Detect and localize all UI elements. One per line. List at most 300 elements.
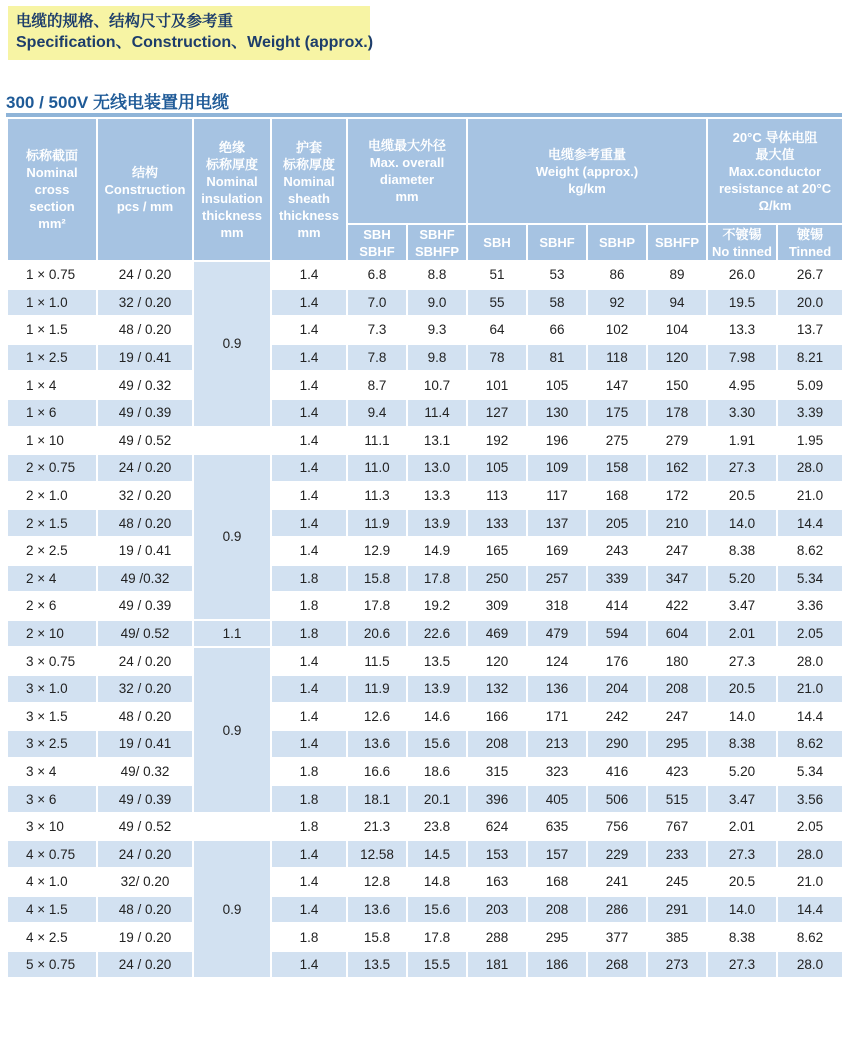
table-row xyxy=(7,537,843,565)
cell-section: 3 × 10 xyxy=(7,813,97,841)
cell-sheath: 1.8 xyxy=(271,785,347,813)
header-line: Nominal xyxy=(283,173,335,189)
cell-weight-sbhp: 339 xyxy=(587,565,647,593)
table-row xyxy=(7,896,843,924)
cell-diameter-a: 7.3 xyxy=(347,316,407,344)
cell-section: 3 × 1.5 xyxy=(7,703,97,731)
cell-weight-sbh: 78 xyxy=(467,344,527,372)
spec-table xyxy=(6,117,844,979)
header-section xyxy=(7,118,97,261)
cell-weight-sbh: 192 xyxy=(467,427,527,455)
cell-weight-sbhf: 196 xyxy=(527,427,587,455)
cell-sheath: 1.4 xyxy=(271,675,347,703)
cell-res-no-tinned: 14.0 xyxy=(707,703,777,731)
cell-weight-sbhfp: 247 xyxy=(647,537,707,565)
cell-weight-sbh: 163 xyxy=(467,868,527,896)
cell-weight-sbhfp: 208 xyxy=(647,675,707,703)
cell-diameter-a: 11.1 xyxy=(347,427,407,455)
cell-section: 1 × 0.75 xyxy=(7,261,97,289)
cell-construction: 49 / 0.39 xyxy=(97,399,193,427)
cell-insulation xyxy=(193,813,271,841)
header-line: thickness xyxy=(202,207,262,223)
table-row xyxy=(7,813,843,841)
cell-construction: 49 /0.32 xyxy=(97,565,193,593)
cell-section: 2 × 1.5 xyxy=(7,509,97,537)
cell-weight-sbhf: 109 xyxy=(527,454,587,482)
cell-weight-sbhfp: 767 xyxy=(647,813,707,841)
cell-res-tinned: 28.0 xyxy=(777,840,843,868)
cell-res-no-tinned: 3.47 xyxy=(707,592,777,620)
cell-sheath: 1.4 xyxy=(271,840,347,868)
cell-res-tinned: 28.0 xyxy=(777,951,843,979)
title-chinese: 电缆的规格、结构尺寸及参考重 xyxy=(16,13,234,30)
cell-res-no-tinned: 2.01 xyxy=(707,620,777,648)
cell-diameter-a: 11.9 xyxy=(347,675,407,703)
cell-diameter-a: 18.1 xyxy=(347,785,407,813)
section-title-box xyxy=(8,6,374,60)
cell-construction: 32 / 0.20 xyxy=(97,482,193,510)
cell-res-tinned: 20.0 xyxy=(777,289,843,317)
cell-weight-sbhf: 186 xyxy=(527,951,587,979)
cell-sheath: 1.4 xyxy=(271,482,347,510)
cell-res-no-tinned: 27.3 xyxy=(707,840,777,868)
cell-weight-sbhf: 213 xyxy=(527,730,587,758)
cell-weight-sbhfp: 422 xyxy=(647,592,707,620)
table-header xyxy=(7,118,843,261)
cell-res-tinned: 21.0 xyxy=(777,482,843,510)
header-resistance-tinned xyxy=(777,224,843,261)
header-line: resistance at 20°C xyxy=(718,180,832,196)
cell-weight-sbhf: 136 xyxy=(527,675,587,703)
cell-diameter-a: 11.5 xyxy=(347,647,407,675)
cell-res-tinned: 8.21 xyxy=(777,344,843,372)
cell-sheath: 1.4 xyxy=(271,509,347,537)
cell-res-tinned: 1.95 xyxy=(777,427,843,455)
header-line: Ω/km xyxy=(758,197,792,213)
header-line: mm² xyxy=(38,216,66,231)
cell-weight-sbhfp: 295 xyxy=(647,730,707,758)
cell-res-no-tinned: 20.5 xyxy=(707,868,777,896)
header-diameter-sbhf-sbhfp xyxy=(407,224,467,261)
cell-construction: 49 / 0.32 xyxy=(97,371,193,399)
cell-res-tinned: 3.39 xyxy=(777,399,843,427)
cell-insulation: 0.9 xyxy=(193,454,271,620)
cell-sheath: 1.4 xyxy=(271,868,347,896)
header-line: cross xyxy=(34,182,70,197)
header-line: Max.conductor xyxy=(728,163,822,179)
header-line: Max. overall xyxy=(369,155,445,170)
header-line: section xyxy=(29,199,75,214)
header-line: mm xyxy=(297,224,321,240)
cell-diameter-a: 13.6 xyxy=(347,896,407,924)
cell-weight-sbhp: 594 xyxy=(587,620,647,648)
cell-weight-sbhf: 117 xyxy=(527,482,587,510)
cell-weight-sbh: 105 xyxy=(467,454,527,482)
table-row xyxy=(7,951,843,979)
header-line: kg/km xyxy=(568,180,606,196)
cell-res-no-tinned: 19.5 xyxy=(707,289,777,317)
cell-sheath: 1.4 xyxy=(271,703,347,731)
cell-weight-sbhfp: 172 xyxy=(647,482,707,510)
cell-res-no-tinned: 5.20 xyxy=(707,565,777,593)
cell-res-no-tinned: 3.30 xyxy=(707,399,777,427)
cell-diameter-a: 11.3 xyxy=(347,482,407,510)
cell-diameter-a: 13.5 xyxy=(347,951,407,979)
cell-section: 3 × 2.5 xyxy=(7,730,97,758)
header-weight-sbhp: SBHP xyxy=(587,224,647,261)
cell-sheath: 1.8 xyxy=(271,758,347,786)
cell-diameter-b: 13.1 xyxy=(407,427,467,455)
cell-diameter-a: 9.4 xyxy=(347,399,407,427)
header-line: mm xyxy=(220,224,244,240)
cell-res-tinned: 21.0 xyxy=(777,868,843,896)
cell-weight-sbh: 624 xyxy=(467,813,527,841)
cell-weight-sbh: 113 xyxy=(467,482,527,510)
cell-weight-sbhfp: 604 xyxy=(647,620,707,648)
cell-weight-sbhf: 323 xyxy=(527,758,587,786)
header-line: 标称厚度 xyxy=(282,156,335,172)
cell-sheath: 1.8 xyxy=(271,923,347,951)
cell-weight-sbhp: 756 xyxy=(587,813,647,841)
cell-section: 2 × 6 xyxy=(7,592,97,620)
header-sheath xyxy=(271,118,347,261)
header-line: sheath xyxy=(288,190,330,206)
cell-weight-sbhfp: 515 xyxy=(647,785,707,813)
cell-weight-sbh: 132 xyxy=(467,675,527,703)
cell-weight-sbhf: 295 xyxy=(527,923,587,951)
cell-res-tinned: 14.4 xyxy=(777,896,843,924)
table-row xyxy=(7,758,843,786)
header-line: 标称厚度 xyxy=(205,156,258,172)
cell-weight-sbh: 51 xyxy=(467,261,527,289)
cell-weight-sbhp: 290 xyxy=(587,730,647,758)
cell-section: 1 × 2.5 xyxy=(7,344,97,372)
cell-diameter-b: 9.0 xyxy=(407,289,467,317)
cell-weight-sbh: 120 xyxy=(467,647,527,675)
header-line: 绝缘 xyxy=(218,139,245,155)
cell-weight-sbhfp: 273 xyxy=(647,951,707,979)
cell-section: 4 × 1.0 xyxy=(7,868,97,896)
cell-diameter-b: 13.9 xyxy=(407,675,467,703)
cell-res-tinned: 3.36 xyxy=(777,592,843,620)
cell-res-tinned: 14.4 xyxy=(777,703,843,731)
cell-res-tinned: 2.05 xyxy=(777,620,843,648)
cell-res-tinned: 14.4 xyxy=(777,509,843,537)
table-row xyxy=(7,620,843,648)
cell-weight-sbh: 469 xyxy=(467,620,527,648)
cell-weight-sbh: 64 xyxy=(467,316,527,344)
cell-sheath: 1.4 xyxy=(271,371,347,399)
cell-section: 5 × 0.75 xyxy=(7,951,97,979)
table-row xyxy=(7,509,843,537)
cell-weight-sbhf: 208 xyxy=(527,896,587,924)
cell-weight-sbh: 101 xyxy=(467,371,527,399)
cell-sheath: 1.4 xyxy=(271,289,347,317)
cell-weight-sbhf: 405 xyxy=(527,785,587,813)
cell-sheath: 1.4 xyxy=(271,261,347,289)
cell-weight-sbhf: 157 xyxy=(527,840,587,868)
header-diameter-sbh-sbhf xyxy=(347,224,407,261)
cell-weight-sbh: 133 xyxy=(467,509,527,537)
cell-weight-sbhfp: 423 xyxy=(647,758,707,786)
cell-weight-sbhp: 243 xyxy=(587,537,647,565)
cell-weight-sbhp: 86 xyxy=(587,261,647,289)
cell-diameter-a: 12.8 xyxy=(347,868,407,896)
cell-insulation: 0.9 xyxy=(193,261,271,427)
cell-weight-sbhf: 105 xyxy=(527,371,587,399)
cell-section: 3 × 6 xyxy=(7,785,97,813)
header-line: 电缆参考重量 xyxy=(548,146,627,162)
cell-sheath: 1.4 xyxy=(271,454,347,482)
cell-construction: 32 / 0.20 xyxy=(97,675,193,703)
cell-weight-sbhf: 124 xyxy=(527,647,587,675)
cell-section: 3 × 0.75 xyxy=(7,647,97,675)
cell-diameter-b: 8.8 xyxy=(407,261,467,289)
cell-sheath: 1.8 xyxy=(271,565,347,593)
cell-res-tinned: 3.56 xyxy=(777,785,843,813)
cell-section: 4 × 1.5 xyxy=(7,896,97,924)
cell-weight-sbhf: 81 xyxy=(527,344,587,372)
cell-insulation: 1.1 xyxy=(193,620,271,648)
cell-weight-sbhp: 242 xyxy=(587,703,647,731)
table-row xyxy=(7,923,843,951)
cell-weight-sbh: 288 xyxy=(467,923,527,951)
cell-construction: 19 / 0.41 xyxy=(97,730,193,758)
cell-construction: 24 / 0.20 xyxy=(97,951,193,979)
table-row xyxy=(7,427,843,455)
cell-diameter-a: 11.0 xyxy=(347,454,407,482)
cell-weight-sbh: 166 xyxy=(467,703,527,731)
header-line: thickness xyxy=(279,207,339,223)
cell-weight-sbhf: 130 xyxy=(527,399,587,427)
cell-construction: 48 / 0.20 xyxy=(97,509,193,537)
cell-weight-sbhp: 414 xyxy=(587,592,647,620)
cell-res-tinned: 2.05 xyxy=(777,813,843,841)
cell-weight-sbh: 250 xyxy=(467,565,527,593)
table-row xyxy=(7,840,843,868)
cell-weight-sbhp: 175 xyxy=(587,399,647,427)
table-row xyxy=(7,647,843,675)
table-row xyxy=(7,371,843,399)
cell-diameter-b: 9.3 xyxy=(407,316,467,344)
cell-diameter-a: 12.6 xyxy=(347,703,407,731)
cell-construction: 19 / 0.41 xyxy=(97,344,193,372)
cell-weight-sbhf: 169 xyxy=(527,537,587,565)
header-diameter xyxy=(347,118,467,224)
cell-weight-sbhp: 118 xyxy=(587,344,647,372)
header-line: SBHF xyxy=(419,226,455,242)
cell-insulation xyxy=(193,427,271,455)
cell-weight-sbh: 315 xyxy=(467,758,527,786)
cell-weight-sbhfp: 180 xyxy=(647,647,707,675)
cell-weight-sbhp: 102 xyxy=(587,316,647,344)
cell-diameter-a: 21.3 xyxy=(347,813,407,841)
cell-weight-sbhf: 318 xyxy=(527,592,587,620)
cell-weight-sbhf: 257 xyxy=(527,565,587,593)
cell-construction: 24 / 0.20 xyxy=(97,647,193,675)
cell-diameter-a: 7.0 xyxy=(347,289,407,317)
cell-weight-sbhf: 137 xyxy=(527,509,587,537)
cell-weight-sbhfp: 291 xyxy=(647,896,707,924)
cell-sheath: 1.8 xyxy=(271,592,347,620)
cell-section: 1 × 6 xyxy=(7,399,97,427)
cell-construction: 48 / 0.20 xyxy=(97,703,193,731)
header-line: SBHF xyxy=(359,243,395,259)
header-line: pcs / mm xyxy=(116,199,174,214)
cell-diameter-b: 13.5 xyxy=(407,647,467,675)
cell-weight-sbhf: 58 xyxy=(527,289,587,317)
cell-sheath: 1.4 xyxy=(271,537,347,565)
cell-weight-sbhfp: 233 xyxy=(647,840,707,868)
cell-section: 4 × 0.75 xyxy=(7,840,97,868)
table-row xyxy=(7,565,843,593)
cell-res-no-tinned: 27.3 xyxy=(707,647,777,675)
header-line: mm xyxy=(395,189,419,204)
cell-weight-sbhp: 506 xyxy=(587,785,647,813)
cell-res-no-tinned: 8.38 xyxy=(707,923,777,951)
cell-diameter-b: 23.8 xyxy=(407,813,467,841)
cell-construction: 32/ 0.20 xyxy=(97,868,193,896)
header-weight-sbh: SBH xyxy=(467,224,527,261)
header-line: Nominal xyxy=(26,165,78,180)
cell-weight-sbh: 396 xyxy=(467,785,527,813)
cell-weight-sbhp: 147 xyxy=(587,371,647,399)
cell-sheath: 1.4 xyxy=(271,427,347,455)
table-row xyxy=(7,675,843,703)
cell-res-no-tinned: 14.0 xyxy=(707,509,777,537)
table-row xyxy=(7,454,843,482)
cell-res-tinned: 5.34 xyxy=(777,565,843,593)
cell-weight-sbhp: 286 xyxy=(587,896,647,924)
cell-weight-sbh: 165 xyxy=(467,537,527,565)
cell-weight-sbhfp: 245 xyxy=(647,868,707,896)
cell-diameter-a: 15.8 xyxy=(347,565,407,593)
cell-weight-sbh: 309 xyxy=(467,592,527,620)
cell-weight-sbh: 203 xyxy=(467,896,527,924)
header-line: 不镀锡 xyxy=(722,226,762,242)
cell-section: 2 × 2.5 xyxy=(7,537,97,565)
cell-diameter-b: 18.6 xyxy=(407,758,467,786)
cell-diameter-b: 22.6 xyxy=(407,620,467,648)
cell-res-no-tinned: 13.3 xyxy=(707,316,777,344)
table-row xyxy=(7,592,843,620)
cell-diameter-b: 19.2 xyxy=(407,592,467,620)
cell-diameter-a: 20.6 xyxy=(347,620,407,648)
cell-res-tinned: 5.09 xyxy=(777,371,843,399)
cell-weight-sbhfp: 347 xyxy=(647,565,707,593)
table-body xyxy=(7,261,843,978)
cell-res-tinned: 8.62 xyxy=(777,730,843,758)
cell-diameter-b: 13.9 xyxy=(407,509,467,537)
cell-diameter-b: 14.8 xyxy=(407,868,467,896)
cell-res-no-tinned: 7.98 xyxy=(707,344,777,372)
cell-diameter-b: 15.6 xyxy=(407,896,467,924)
cell-construction: 24 / 0.20 xyxy=(97,454,193,482)
cell-weight-sbhp: 205 xyxy=(587,509,647,537)
header-line: No tinned xyxy=(712,243,772,259)
cell-diameter-b: 14.9 xyxy=(407,537,467,565)
cell-sheath: 1.4 xyxy=(271,730,347,758)
cell-weight-sbhf: 53 xyxy=(527,261,587,289)
cell-weight-sbhfp: 279 xyxy=(647,427,707,455)
cell-res-tinned: 8.62 xyxy=(777,923,843,951)
cell-sheath: 1.4 xyxy=(271,344,347,372)
cell-section: 2 × 4 xyxy=(7,565,97,593)
cell-res-no-tinned: 3.47 xyxy=(707,785,777,813)
cell-diameter-b: 11.4 xyxy=(407,399,467,427)
table-row xyxy=(7,730,843,758)
cell-res-no-tinned: 20.5 xyxy=(707,675,777,703)
cell-construction: 19 / 0.20 xyxy=(97,923,193,951)
header-resistance-no-tinned xyxy=(707,224,777,261)
cell-section: 4 × 2.5 xyxy=(7,923,97,951)
cell-sheath: 1.4 xyxy=(271,647,347,675)
cell-res-tinned: 21.0 xyxy=(777,675,843,703)
cell-diameter-a: 7.8 xyxy=(347,344,407,372)
cell-insulation: 0.9 xyxy=(193,647,271,813)
table-row xyxy=(7,785,843,813)
cell-weight-sbhp: 268 xyxy=(587,951,647,979)
cell-weight-sbhfp: 89 xyxy=(647,261,707,289)
table-row xyxy=(7,482,843,510)
header-line: 护套 xyxy=(295,139,322,155)
cell-weight-sbhp: 377 xyxy=(587,923,647,951)
cell-section: 1 × 4 xyxy=(7,371,97,399)
cell-weight-sbhfp: 247 xyxy=(647,703,707,731)
cell-sheath: 1.4 xyxy=(271,316,347,344)
cell-sheath: 1.4 xyxy=(271,896,347,924)
cell-weight-sbhp: 204 xyxy=(587,675,647,703)
cell-weight-sbh: 127 xyxy=(467,399,527,427)
cell-sheath: 1.4 xyxy=(271,951,347,979)
cell-construction: 49 / 0.52 xyxy=(97,813,193,841)
cell-diameter-a: 13.6 xyxy=(347,730,407,758)
header-line: 结构 xyxy=(131,165,158,180)
cell-diameter-b: 9.8 xyxy=(407,344,467,372)
table-row xyxy=(7,399,843,427)
header-weight-sbhf: SBHF xyxy=(527,224,587,261)
cell-sheath: 1.8 xyxy=(271,813,347,841)
header-insulation xyxy=(193,118,271,261)
cell-construction: 32 / 0.20 xyxy=(97,289,193,317)
header-line: SBHFP xyxy=(414,243,460,259)
cell-diameter-a: 6.8 xyxy=(347,261,407,289)
cell-diameter-a: 12.58 xyxy=(347,840,407,868)
cell-res-no-tinned: 14.0 xyxy=(707,896,777,924)
header-line: 电缆最大外径 xyxy=(368,138,447,153)
cell-weight-sbhfp: 104 xyxy=(647,316,707,344)
cell-weight-sbhfp: 94 xyxy=(647,289,707,317)
cell-res-no-tinned: 26.0 xyxy=(707,261,777,289)
cell-diameter-b: 17.8 xyxy=(407,565,467,593)
cell-res-no-tinned: 1.91 xyxy=(707,427,777,455)
cell-diameter-b: 10.7 xyxy=(407,371,467,399)
cell-weight-sbhp: 168 xyxy=(587,482,647,510)
cell-diameter-b: 15.5 xyxy=(407,951,467,979)
header-line: Tinned xyxy=(788,243,832,259)
cell-res-tinned: 8.62 xyxy=(777,537,843,565)
cell-construction: 49/ 0.32 xyxy=(97,758,193,786)
cell-section: 3 × 4 xyxy=(7,758,97,786)
cell-section: 1 × 1.0 xyxy=(7,289,97,317)
cell-weight-sbhf: 635 xyxy=(527,813,587,841)
header-construction xyxy=(97,118,193,261)
cell-weight-sbhf: 171 xyxy=(527,703,587,731)
header-line: 最大值 xyxy=(755,146,795,162)
cell-res-tinned: 28.0 xyxy=(777,454,843,482)
header-line: 20°C 导体电阻 xyxy=(732,129,818,145)
cell-construction: 48 / 0.20 xyxy=(97,896,193,924)
